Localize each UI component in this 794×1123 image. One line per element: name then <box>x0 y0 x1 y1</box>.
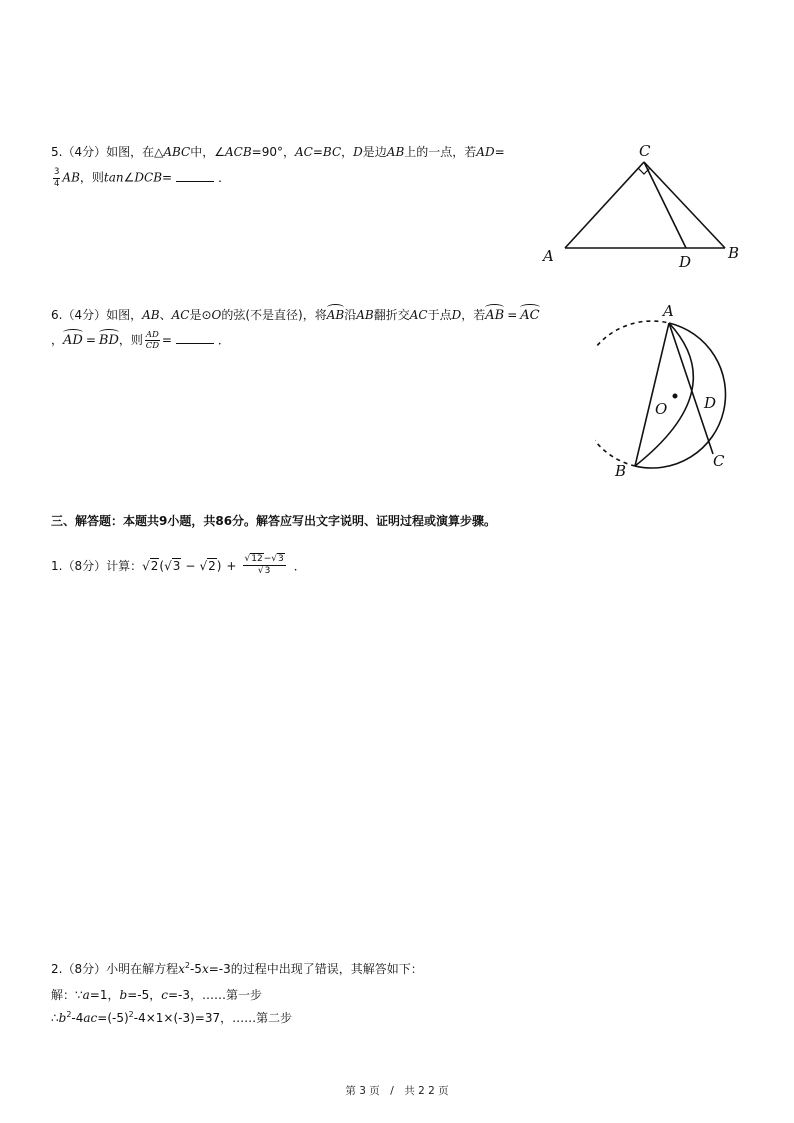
q5-text6: ，则 <box>79 170 104 185</box>
q5-tan: tan <box>103 170 124 185</box>
p1-sqrt-2-rad: 2 <box>150 558 159 573</box>
q5-var-dcb: DCB <box>134 170 163 185</box>
p2-l2-text3: =-5， <box>127 988 162 1002</box>
p1-plus: + <box>226 558 237 573</box>
p1-minus: − <box>185 558 196 573</box>
q5-label-a: A <box>543 247 554 265</box>
q6-arc-ab: AB <box>327 305 344 322</box>
q6-arc-bd: BD <box>99 330 119 348</box>
question-6-line2 <box>51 330 230 351</box>
p1-frac-den: √3 <box>257 566 271 576</box>
q6-var-ab: AB <box>142 308 160 322</box>
q6-text3: 的弦(不是直径)，将 <box>221 308 327 322</box>
p2-sup3: 2 <box>128 1010 134 1019</box>
p2-var-x2: x <box>201 962 209 976</box>
p1-text: 1.（8分）计算： <box>51 559 143 573</box>
p1-num-sqrt12: 12 <box>251 554 263 564</box>
q5-text4: 是边 <box>362 145 387 159</box>
q5-var-bc: BC <box>322 145 342 159</box>
q6-label-b: B <box>615 462 627 480</box>
problem-1 <box>51 555 306 576</box>
q6-var-ab2: AB <box>356 308 374 322</box>
q5-angle: ∠ <box>123 170 135 185</box>
q6-var-o: O <box>211 308 222 322</box>
q6-arc-ab2: AB <box>485 305 504 323</box>
q6-var-d: D <box>451 308 462 322</box>
p1-sqrt-2b: √2 <box>199 558 216 573</box>
p2-l3-text2: -4 <box>71 1011 84 1025</box>
q5-end: ． <box>218 170 231 185</box>
q5-triangle-figure <box>530 140 750 270</box>
p2-l3-text: ∴ <box>51 1011 59 1025</box>
p2-var-c: c <box>161 988 168 1002</box>
q6-eq2: = <box>85 333 96 347</box>
q6-text: 6.（4分）如图， <box>51 308 143 322</box>
q6-var-ac: AC <box>171 308 190 322</box>
q6-frac-num: AD <box>145 329 159 340</box>
p2-var-b2: b <box>58 1011 67 1025</box>
question-5-line2 <box>51 168 230 188</box>
p1-sqrt-3: √3 <box>164 558 181 573</box>
q6-circle-dashed-arc <box>595 321 669 466</box>
q6-sep: 、 <box>159 308 172 322</box>
q6-label-o: O <box>655 400 668 418</box>
question-5-line1 <box>51 143 505 160</box>
question-6-line1 <box>51 305 540 323</box>
q6-arc-ac: AC <box>520 305 539 323</box>
q6-arc-ad: AD <box>63 330 83 348</box>
p1-sqrt-2: √2 <box>142 558 159 573</box>
p2-l3-text3: =(-5) <box>97 1011 129 1025</box>
p2-sup2: 2 <box>66 1010 72 1019</box>
q6-chord-ab <box>635 323 669 466</box>
q5-comma: ， <box>341 145 354 159</box>
p1-end: ． <box>293 559 306 573</box>
p1-sqrt-3-rad: 3 <box>172 558 181 573</box>
q5-var-ad: AD <box>476 145 495 159</box>
q5-segment-cd <box>644 162 686 248</box>
q5-frac-num: 3 <box>54 167 60 177</box>
p1-num-minus: − <box>263 554 272 564</box>
p2-l2-text4: =-3，……第一步 <box>167 988 262 1002</box>
q5-var-abc: ABC <box>163 145 191 159</box>
q5-text: 5.（4分）如图，在△ <box>51 145 164 159</box>
p2-text: 2.（8分）小明在解方程 <box>51 962 179 976</box>
problem-2-line2 <box>51 986 262 1003</box>
p2-var-ac: ac <box>83 1011 98 1025</box>
p2-sup: 2 <box>184 961 190 970</box>
q6-eq: = <box>507 308 518 322</box>
p1-num-sqrt3: 3 <box>277 554 284 564</box>
p2-l2-text: 解：∵ <box>51 988 83 1002</box>
q6-end: ． <box>217 333 230 347</box>
p1-frac-num: √12−√3 <box>244 554 284 564</box>
q6-eq3: = <box>161 333 172 347</box>
p1-den-sqrt3: 3 <box>264 566 271 576</box>
q6-var-ac2: AC <box>409 308 428 322</box>
p1-sqrt-2b-rad: 2 <box>208 558 216 573</box>
q6-label-d: D <box>704 394 717 412</box>
page-footer: 第 3 页 / 共 2 2 页 <box>345 1085 449 1097</box>
p1-paren-open: ( <box>159 558 165 573</box>
q6-text2: 是⊙ <box>189 308 212 322</box>
p2-var-b: b <box>119 988 128 1002</box>
q5-label-b: B <box>728 244 740 262</box>
q6-text5: 翻折交 <box>373 308 410 322</box>
q6-label-a: A <box>663 302 674 320</box>
q5-eq2: = <box>494 145 505 159</box>
q6-text8: ，则 <box>118 333 143 347</box>
q6-answer-blank[interactable] <box>176 343 214 344</box>
q5-eq3: = <box>162 170 173 185</box>
problem-2-line3 <box>51 1009 292 1026</box>
q5-eq: = <box>312 145 323 159</box>
p2-var-x: x <box>178 962 185 976</box>
q6-text7: ，若 <box>461 308 486 322</box>
q5-var-ac: AC <box>294 145 313 159</box>
q6-text6: 于点 <box>427 308 452 322</box>
q5-var-ab2: AB <box>62 170 80 185</box>
q5-side-bc <box>644 162 725 248</box>
p2-text3: =-3的过程中出现了错误，其解答如下： <box>208 962 423 976</box>
q6-text4: 沿 <box>344 308 357 322</box>
q6-circle-figure <box>595 298 755 483</box>
p1-fraction <box>243 555 285 576</box>
q5-frac-den: 4 <box>54 178 60 189</box>
q6-label-c: C <box>713 452 725 470</box>
q5-var-ab: AB <box>386 145 405 159</box>
q5-fraction <box>53 168 60 188</box>
q5-text5: 上的一点，若 <box>404 145 477 159</box>
q5-side-ac <box>565 162 644 248</box>
q5-text3: =90°， <box>251 145 295 159</box>
q5-var-acb: ACB <box>224 145 252 159</box>
q6-center-point <box>673 394 678 399</box>
p2-var-a: a <box>82 988 90 1002</box>
q6-comma: ， <box>51 333 64 347</box>
q5-text2: 中，∠ <box>190 145 225 159</box>
q5-label-d: D <box>679 253 692 270</box>
p2-l2-text2: =1， <box>89 988 120 1002</box>
q6-chord-ac <box>669 323 713 454</box>
q5-label-c: C <box>639 142 651 160</box>
q6-frac-den: CD <box>145 341 160 351</box>
p2-text2: -5 <box>189 962 202 976</box>
q6-fraction <box>145 331 160 351</box>
p1-paren-close: ) <box>216 558 222 573</box>
q5-var-d: D <box>353 145 363 159</box>
section-3-title: 三、解答题：本题共9小题，共86分。解答应写出文字说明、证明过程或演算步骤。 <box>51 514 497 528</box>
problem-2-line1 <box>51 960 423 977</box>
p2-l3-text4: -4×1×(-3)=37，……第二步 <box>133 1011 293 1025</box>
q5-answer-blank[interactable] <box>176 181 214 182</box>
